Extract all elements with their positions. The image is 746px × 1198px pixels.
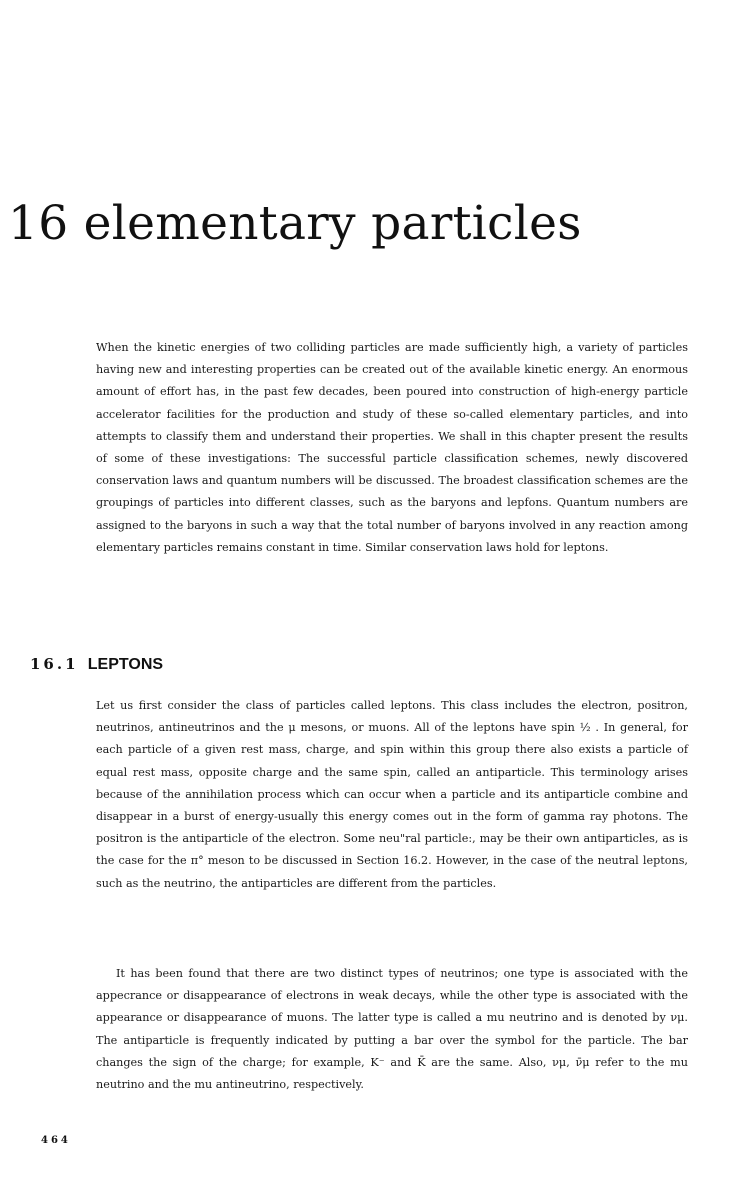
chapter-title: 16 elementary particles (8, 196, 582, 251)
body-paragraph: Let us first consider the class of particles called leptons. This class includes the electron, positron, neutrinos, antineutrinos and the μ mesons, or muons. All of the leptons have spin ½ . In general, for each particle of a given rest mass, charge, and spin within this group there also exists a particle of equal rest mass, opposite charge and the same spin, called an antiparticle. This terminology arises because of the annihilation process which can occur when a particle and its antiparticle combine and disappear in a burst of energy-usually this energy comes out in the form of gamma ray photons. The positron is the antiparticle of the electron. Some neu"ral particle:, may be their own antiparticles, as is the case for the π° meson to be discussed in Section 16.2. However, in the case of the neutral leptons, such as the neutrino, the antiparticles are different from the particles. (96, 699, 688, 890)
section-title: LEPTONS (87, 656, 164, 673)
intro-paragraph: When the kinetic energies of two colliding particles are made sufficiently high, a variety of particles having new and interesting properties can be created out of the available kinetic energy. An enormous amount of effort has, in the past few decades, been poured into construction of high-energy particle accelerator facilities for the production and study of these so-called elementary particles, and into attempts to classify them and understand their properties. We shall in this chapter present the results of some of these investigations: The successful particle classification schemes, newly discovered conservation laws and quantum numbers will be discussed. The broadest classification schemes are the groupings of particles into different classes, such as the baryons and lepfons. Quantum numbers are assigned to the baryons in such a way that the total number of baryons involved in any reaction among elementary particles remains constant in time. Similar conservation laws hold for leptons. (96, 341, 688, 554)
section-number: 16.1 (30, 655, 79, 673)
section-heading (30, 655, 163, 674)
page-number: 464 (41, 1135, 71, 1146)
body-paragraph: It has been found that there are two distinct types of neutrinos; one type is associated with the appecrance or disappearance of electrons in weak decays, while the other type is associated with the appearance or disappearance of muons. The latter type is called a mu neutrino and is denoted by νμ. The antiparticle is frequently indicated by putting a bar over the symbol for the particle. The bar changes the sign of the charge; for example, K⁻ and K̄ are the same. Also, νμ, ν̄μ refer to the mu neutrino and the mu antineutrino, respectively. (96, 967, 688, 1092)
